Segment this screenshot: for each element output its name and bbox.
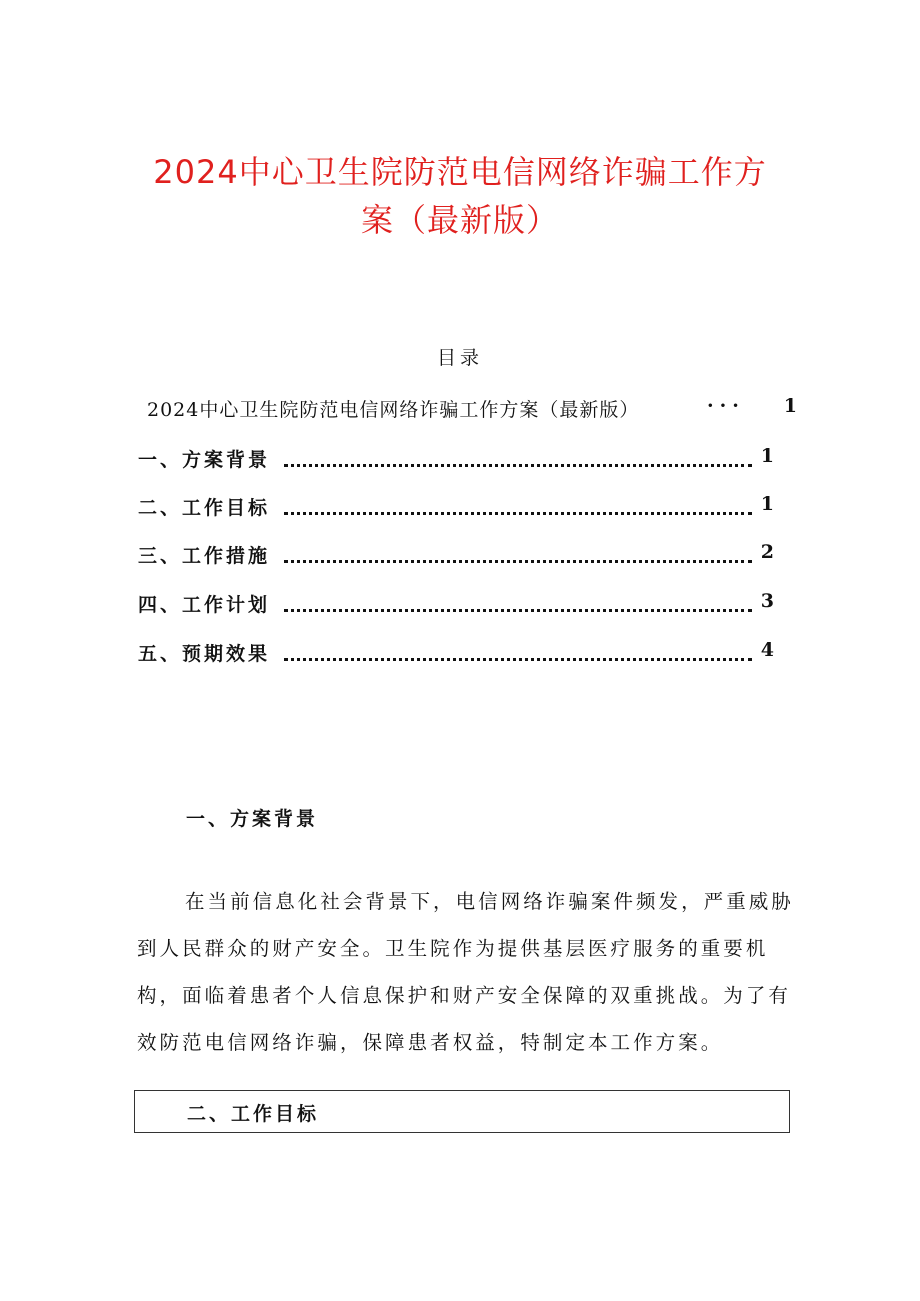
- toc-leader: [284, 609, 752, 612]
- toc-page-number: 1: [760, 493, 774, 515]
- toc-entry-plan[interactable]: [138, 590, 774, 620]
- toc-leader: [284, 658, 752, 661]
- toc-leader: [284, 464, 752, 467]
- toc-page-number: 1: [783, 395, 797, 417]
- toc-heading: 目录: [436, 347, 483, 369]
- toc-leader: [284, 560, 752, 563]
- toc-leader: [284, 512, 752, 515]
- toc-entry-label: 三、工作措施: [138, 545, 271, 567]
- toc-page-number: 2: [760, 541, 774, 563]
- toc-entry-effects[interactable]: [138, 639, 774, 669]
- toc-entry-label: 二、工作目标: [138, 497, 271, 519]
- toc-entry-label: 五、预期效果: [138, 643, 271, 665]
- section-heading-goals: 二、工作目标: [187, 1103, 320, 1125]
- document-title-line1: 2024中心卫生院防范电信网络诈骗工作方: [153, 153, 767, 191]
- toc-entry-label: 四、工作计划: [138, 594, 271, 616]
- section-heading-background: 一、方案背景: [186, 808, 319, 830]
- document-title-line2: 案（最新版）: [360, 201, 559, 239]
- toc-entry-background[interactable]: [138, 445, 774, 475]
- toc-leader-dots: ···: [707, 395, 745, 417]
- toc-entry-label: 一、方案背景: [138, 449, 271, 471]
- toc-page-number: 1: [760, 445, 774, 467]
- toc-page-number: 3: [760, 590, 774, 612]
- toc-entry-measures[interactable]: [138, 541, 774, 571]
- toc-page-number: 4: [760, 639, 774, 661]
- toc-entry-goals[interactable]: [138, 493, 774, 523]
- toc-entry-label: 2024中心卫生院防范电信网络诈骗工作方案（最新版）: [147, 399, 640, 421]
- toc-entry-title[interactable]: [147, 395, 797, 425]
- section-box-goals: [134, 1090, 790, 1133]
- section-paragraph: 在当前信息化社会背景下，电信网络诈骗案件频发，严重威胁到人民群众的财产安全。卫生院作为提供基层医疗服务的重要机构，面临着患者个人信息保护和财产安全保障的双重挑战。为了有效防范电信网络诈骗，保障患者权益，特制定本工作方案。: [137, 890, 794, 1054]
